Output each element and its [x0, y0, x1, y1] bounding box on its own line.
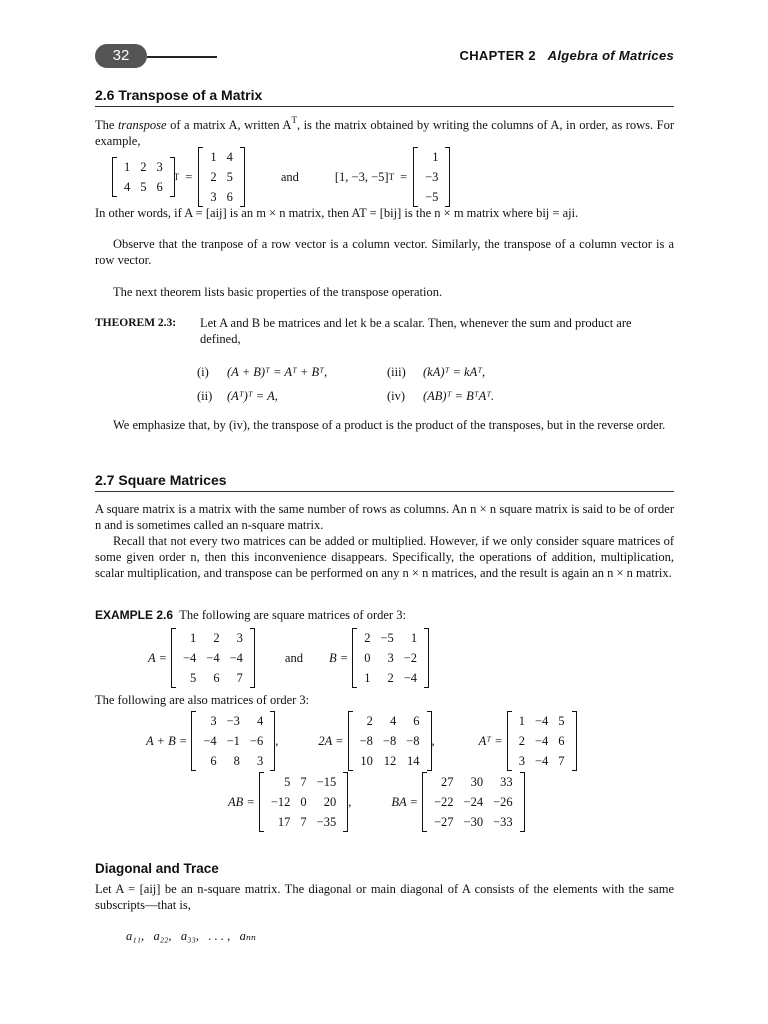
matrix-entry: 12 — [383, 754, 397, 768]
example-matrices-AB: A = 1 2 3 −4 −4 −4 5 6 7 and B = 2 −5 1 0 3 −2 1 2 −4 — [148, 628, 429, 688]
matrix-entry: 5 — [226, 170, 233, 184]
matrix-row — [205, 147, 238, 167]
matrix-entry: −4 — [206, 651, 220, 665]
matrix-row — [205, 187, 238, 207]
running-header — [460, 48, 674, 63]
matrix-entry: 17 — [277, 815, 291, 829]
matrix-row — [205, 167, 238, 187]
matrix-entry: 3 — [210, 190, 217, 204]
section-rule — [95, 106, 674, 107]
matrix-entry: −33 — [493, 815, 513, 829]
header-rule — [147, 56, 217, 58]
matrix-A-transpose — [507, 711, 577, 771]
matrix-row — [359, 668, 422, 688]
paragraph-diagonal: Let A = [aij] be an n-square matrix. The diagonal or main diagonal of A consists of the elements with the same subscripts—that is, — [95, 882, 674, 912]
matrix-entry: 0 — [300, 795, 307, 809]
matrix-entry: −8 — [406, 734, 420, 748]
subsection-heading-diagonal: Diagonal and Trace — [95, 861, 219, 876]
matrix-entry: −24 — [463, 795, 484, 809]
matrix-row — [119, 177, 168, 197]
matrix-entry: −4 — [534, 714, 549, 728]
matrix-entry: −4 — [403, 671, 418, 685]
matrix-row — [514, 711, 570, 731]
matrix-row — [266, 812, 341, 832]
matrix-entry: 5 — [140, 180, 147, 194]
matrix-entry: 5 — [558, 714, 565, 728]
matrix-row — [359, 628, 422, 648]
matrix-row — [429, 792, 518, 812]
diagonal-elements: a₁₁, a₂₂, a₃₃, . . . , aₙₙ — [126, 929, 256, 943]
matrix-entry: 1 — [518, 714, 525, 728]
matrix-entry: 20 — [323, 795, 337, 809]
matrix-row — [178, 628, 248, 648]
matrix-row — [198, 751, 268, 771]
matrix-entry: 2 — [364, 631, 371, 645]
matrix-A-plus-B — [191, 711, 275, 771]
and-word: and — [280, 169, 299, 184]
matrix-entry: 2 — [387, 671, 394, 685]
matrix-entry: 3 — [256, 754, 264, 768]
matrix-entry: −4 — [229, 651, 243, 665]
matrix-entry: 4 — [124, 180, 131, 194]
matrix-entry: 5 — [190, 671, 197, 685]
matrix-row — [355, 751, 425, 771]
matrices-row-1: A + B = 3 −3 4 −4 −1 −6 6 8 3 , 2A = 2 4 6 −8 −8 −8 10 12 14 , Aᵀ = 1 −4 5 2 −4 6 3 −4 7 — [146, 711, 577, 771]
matrix-row — [429, 772, 518, 792]
section-heading-2-7: 2.7 Square Matrices — [95, 472, 227, 488]
matrix-row — [178, 648, 248, 668]
matrix-entry: −35 — [316, 815, 337, 829]
chapter-title: Algebra of Matrices — [547, 48, 674, 63]
matrix-entry: −8 — [382, 734, 397, 748]
matrix-entry: −26 — [493, 795, 513, 809]
matrix-entry: 0 — [364, 651, 371, 665]
matrix-entry: −8 — [359, 734, 373, 748]
matrix-entry: −4 — [534, 754, 549, 768]
paragraph-also-order-3: The following are also matrices of order 3: — [95, 693, 310, 707]
matrix-entry: 1 — [124, 160, 131, 174]
paragraph-other-words: In other words, if A = [aij] is an m × n matrix, then AT = [bij] is the n × m matrix where bij = aji. — [95, 206, 579, 220]
matrix-row — [198, 731, 268, 751]
section-heading-2-6: 2.6 Transpose of a Matrix — [95, 87, 263, 103]
matrix-entry: −3 — [226, 714, 240, 728]
matrix-entry: 1 — [364, 671, 371, 685]
section-rule — [95, 491, 674, 492]
matrix-entry: 6 — [413, 714, 420, 728]
matrix-entry: −27 — [433, 815, 454, 829]
matrix-row — [514, 731, 570, 751]
matrices-row-2: AB = 5 7 −15 −12 0 20 17 7 −35 , BA = 27 30 33 −22 −24 −26 −27 −30 −33 — [228, 772, 525, 832]
matrix-entry: 2 — [210, 170, 217, 184]
matrix-row — [355, 731, 425, 751]
matrix-2x3 — [112, 157, 175, 197]
matrix-entry: 4 — [256, 714, 264, 728]
column-vector — [413, 147, 450, 207]
matrix-row — [178, 668, 248, 688]
matrix-entry: −4 — [203, 734, 217, 748]
matrix-entry: −5 — [380, 631, 394, 645]
matrix-entry: 2 — [518, 734, 525, 748]
matrix-entry: 4 — [226, 150, 233, 164]
matrix-row — [429, 812, 518, 832]
matrix-entry: −2 — [403, 651, 418, 665]
paragraph-square-def: A square matrix is a matrix with the same number of rows as columns. An n × n square matrix is said to be of order n and is sometimes called an n-square matrix. — [95, 502, 674, 532]
matrix-BA — [422, 772, 525, 832]
matrix-entry: −15 — [316, 775, 337, 789]
matrix-entry: 1 — [190, 631, 197, 645]
matrix-entry: −30 — [463, 815, 484, 829]
matrix-entry: 2 — [213, 631, 220, 645]
matrix-row — [420, 147, 443, 167]
page-number: 32 — [95, 44, 147, 68]
row-vector: [1, −3, −5] — [334, 169, 389, 184]
matrix-A — [171, 628, 255, 688]
paragraph-emphasize: We emphasize that, by (iv), the transpose of a product is the product of the transposes, but in the reverse order. — [113, 418, 666, 432]
matrix-entry: 5 — [284, 775, 291, 789]
matrix-entry: 7 — [300, 775, 307, 789]
matrix-entry: 6 — [156, 180, 163, 194]
matrix-row — [420, 187, 443, 207]
matrix-entry: 1 — [410, 631, 418, 645]
paragraph-transpose-intro: The transpose of a matrix A, written $A^T$, is the matrix obtained by writing the columns of A, in order, as rows. For example, — [95, 115, 675, 148]
matrix-entry: −12 — [270, 795, 291, 809]
matrix-entry: 3 — [518, 754, 525, 768]
matrix-entry: 6 — [558, 734, 565, 748]
matrix-entry: 7 — [558, 754, 565, 768]
matrix-entry: 7 — [300, 815, 307, 829]
matrix-entry: −5 — [425, 190, 439, 204]
matrix-entry: −3 — [425, 170, 439, 184]
matrix-entry: 14 — [407, 754, 420, 768]
transpose-example: 1 2 3 4 5 6 T = 1 4 2 5 3 6 and [1, −3, −5] T = 1 −3 −5 — [112, 147, 450, 207]
matrix-entry: −6 — [249, 734, 264, 748]
matrix-entry: −4 — [534, 734, 549, 748]
matrix-row — [514, 751, 570, 771]
matrix-row — [266, 772, 341, 792]
matrix-entry: 30 — [470, 775, 484, 789]
matrix-entry: 8 — [233, 754, 240, 768]
matrix-entry: 6 — [226, 190, 233, 204]
paragraph-next-theorem: The next theorem lists basic properties of the transpose operation. — [113, 285, 443, 299]
matrix-row — [420, 167, 443, 187]
matrix-entry: 2 — [366, 714, 373, 728]
matrix-row — [119, 157, 168, 177]
matrix-entry: 1 — [432, 150, 439, 164]
matrix-AB — [259, 772, 348, 832]
matrix-row — [359, 648, 422, 668]
matrix-entry: −22 — [433, 795, 454, 809]
matrix-entry: −4 — [182, 651, 197, 665]
matrix-row — [355, 711, 425, 731]
matrix-entry: 6 — [210, 754, 217, 768]
theorem-label: THEOREM 2.3: — [95, 317, 177, 329]
matrix-entry: 3 — [236, 631, 243, 645]
matrix-entry: 2 — [140, 160, 147, 174]
matrix-entry: 6 — [213, 671, 220, 685]
matrix-entry: 7 — [236, 671, 243, 685]
matrix-entry: 4 — [389, 714, 397, 728]
matrix-entry: −1 — [226, 734, 240, 748]
theorem-2-3 — [95, 315, 674, 347]
matrix-entry: 3 — [210, 714, 217, 728]
matrix-row — [198, 711, 268, 731]
matrix-entry: 3 — [387, 651, 394, 665]
theorem-text: Let A and B be matrices and let k be a scalar. Then, whenever the sum and product are defined, — [200, 316, 632, 346]
matrix-3x2 — [198, 147, 245, 207]
paragraph-recall: Recall that not every two matrices can be added or multiplied. However, if we only consider square matrices of some given order n, then this inconvenience disappears. Specifically, the operations of addition, multiplication, scalar multiplication, and transpose can be performed on any n × n matrices, and the result is again an n × n matrix. — [95, 534, 674, 580]
matrix-entry: 27 — [441, 775, 454, 789]
matrix-2A — [348, 711, 432, 771]
matrix-row — [266, 792, 341, 812]
matrix-B — [352, 628, 429, 688]
example-2-6-intro: EXAMPLE 2.6 The following are square matrices of order 3: — [95, 608, 406, 622]
matrix-entry: 1 — [210, 150, 217, 164]
transpose-properties: (i) (A + B)ᵀ = Aᵀ + Bᵀ, (iii) (kA)ᵀ = kAᵀ, (ii) (Aᵀ)ᵀ = A, (iv) (AB)ᵀ = BᵀAᵀ. — [197, 365, 495, 403]
chapter-label: CHAPTER 2 — [459, 48, 536, 63]
matrix-entry: 10 — [360, 754, 373, 768]
paragraph-observe: Observe that the tranpose of a row vector is a column vector. Similarly, the transpose of a column vector is a row vector. — [95, 237, 674, 267]
matrix-entry: 33 — [500, 775, 513, 789]
matrix-entry: 3 — [156, 160, 163, 174]
